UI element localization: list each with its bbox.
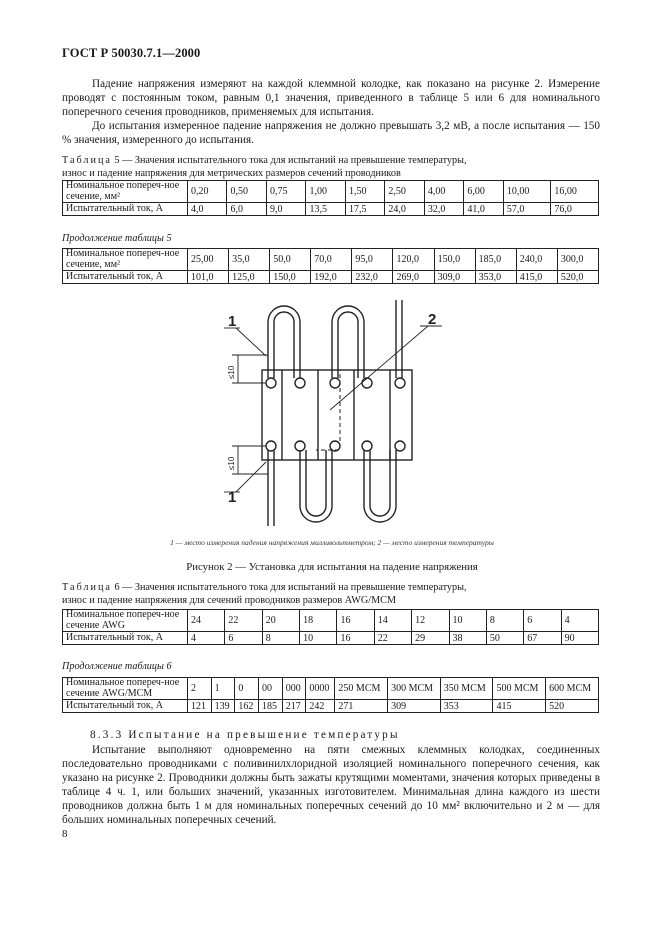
section-cell: 1 bbox=[211, 678, 235, 700]
table6-caption-line2: износ и падение напряжения для сечений проводников размеров AWG/MCM bbox=[62, 594, 397, 606]
current-cell: 38 bbox=[449, 632, 486, 645]
section-cell: 24 bbox=[188, 610, 225, 632]
section-cell: 6,00 bbox=[464, 181, 503, 203]
intro-paragraph: До испытания измеренное падение напряжения не должно превышать 3,2 мВ, а после испытания — 150 % значения, измеренного до испытания. bbox=[62, 120, 600, 146]
row-label: Номинальное попереч-ное сечение, мм² bbox=[63, 181, 188, 203]
current-cell: 13,5 bbox=[306, 203, 345, 216]
section-cell: 120,0 bbox=[393, 249, 434, 271]
current-cell: 32,0 bbox=[424, 203, 463, 216]
current-cell: 101,0 bbox=[188, 271, 229, 284]
current-cell: 185 bbox=[259, 700, 283, 713]
screw-terminal bbox=[395, 441, 405, 451]
current-cell: 4,0 bbox=[188, 203, 227, 216]
section-cell: 2 bbox=[188, 678, 212, 700]
figure-label-1: 1 bbox=[228, 313, 237, 330]
current-cell: 192,0 bbox=[311, 271, 352, 284]
table-row bbox=[63, 249, 599, 271]
dimension-label: ≤10 bbox=[227, 365, 236, 379]
current-cell: 415,0 bbox=[516, 271, 557, 284]
table5-part2 bbox=[62, 248, 599, 284]
section-paragraph: Испытание выполняют одновременно на пяти смежных клеммных колодках, соединенных последовательно проводниками с поливинилхлоридной изоляцией номинального поперечного сечения, как указано на рисунке 2. Проводники должны быть зажаты крутящими моментами, значения которых приведены в таблице 4 ч. 1, или больших значений, указанных изготовителем. Минимальная длина каждого из шести проводников должна быть 1 м для номинальных поперечных сечений до 10 мм² включительно и 2 м — для больших номинальных поперечных сечений. bbox=[62, 744, 600, 826]
row-label: Испытательный ток, А bbox=[63, 271, 188, 284]
section-cell: 0 bbox=[235, 678, 259, 700]
screw-terminal bbox=[362, 378, 372, 388]
section-cell: 0000 bbox=[306, 678, 335, 700]
current-cell: 16 bbox=[337, 632, 374, 645]
screw-terminal bbox=[295, 378, 305, 388]
current-cell: 121 bbox=[188, 700, 212, 713]
table5-part1 bbox=[62, 180, 599, 216]
section-cell: 0,50 bbox=[227, 181, 266, 203]
row-label: Испытательный ток, А bbox=[63, 700, 188, 713]
current-cell: 242 bbox=[306, 700, 335, 713]
table-row bbox=[63, 203, 599, 216]
section-cell: 00 bbox=[259, 678, 283, 700]
current-cell: 353 bbox=[440, 700, 493, 713]
table6-caption bbox=[62, 582, 602, 607]
conductor-loop bbox=[338, 312, 358, 378]
section-cell: 000 bbox=[282, 678, 306, 700]
current-cell: 6,0 bbox=[227, 203, 266, 216]
section-cell: 10,00 bbox=[503, 181, 551, 203]
section-cell: 1,50 bbox=[345, 181, 384, 203]
section-cell: 50,0 bbox=[270, 249, 311, 271]
table6-continuation: Продолжение таблицы 6 bbox=[62, 661, 172, 672]
figure2-drawing bbox=[220, 300, 460, 532]
row-label: Испытательный ток, А bbox=[63, 632, 188, 645]
section-cell: 35,0 bbox=[229, 249, 270, 271]
section-cell: 22 bbox=[225, 610, 262, 632]
section-cell: 0,20 bbox=[188, 181, 227, 203]
figure-label-2: 2 bbox=[428, 311, 437, 328]
section-cell: 8 bbox=[486, 610, 523, 632]
intro-paragraph: Падение напряжения измеряют на каждой клеммной колодке, как показано на рисунке 2. Измерение проводят с постоянным током, равным 0,1 значения, приведенного в таблице 5 или 6 для номинального поперечного сечения проводников, применяемых для испытания. bbox=[62, 78, 600, 118]
dimension-label: ≤10 bbox=[227, 456, 236, 470]
page-number: 8 bbox=[62, 828, 68, 840]
table-row bbox=[63, 700, 599, 713]
temperature-bracket bbox=[316, 370, 340, 450]
section-cell: 14 bbox=[374, 610, 411, 632]
section-cell: 16,00 bbox=[551, 181, 599, 203]
table6-part2 bbox=[62, 677, 599, 713]
current-cell: 76,0 bbox=[551, 203, 599, 216]
label-leader bbox=[236, 462, 266, 492]
section-cell: 95,0 bbox=[352, 249, 393, 271]
section-cell: 10 bbox=[449, 610, 486, 632]
section-text bbox=[62, 743, 600, 827]
current-cell: 50 bbox=[486, 632, 523, 645]
section-cell: 1,00 bbox=[306, 181, 345, 203]
current-cell: 4 bbox=[188, 632, 225, 645]
row-label: Номинальное попереч-ное сечение AWG bbox=[63, 610, 188, 632]
section-heading: 8.3.3 Испытание на превышение температуры bbox=[90, 729, 400, 741]
section-cell: 300,0 bbox=[557, 249, 598, 271]
table-row bbox=[63, 678, 599, 700]
row-label: Испытательный ток, А bbox=[63, 203, 188, 216]
table-row bbox=[63, 610, 599, 632]
section-cell: 70,0 bbox=[311, 249, 352, 271]
figure-label-1: 1 bbox=[228, 489, 237, 506]
current-cell: 271 bbox=[335, 700, 388, 713]
label-leader bbox=[330, 326, 428, 410]
current-cell: 9,0 bbox=[266, 203, 305, 216]
table5-continuation: Продолжение таблицы 5 bbox=[62, 233, 172, 244]
current-cell: 67 bbox=[524, 632, 561, 645]
figure2-note: 1 — место измерения падения напряжения милливольтметром; 2 — место измерения температуры bbox=[170, 538, 494, 547]
table-row bbox=[63, 632, 599, 645]
figure2-title: Рисунок 2 — Установка для испытания на падение напряжения bbox=[186, 561, 478, 573]
current-cell: 125,0 bbox=[229, 271, 270, 284]
current-cell: 6 bbox=[225, 632, 262, 645]
screw-terminal bbox=[266, 378, 276, 388]
section-cell: 18 bbox=[300, 610, 337, 632]
row-label: Номинальное попереч-ное сечение AWG/MCM bbox=[63, 678, 188, 700]
current-cell: 24,0 bbox=[385, 203, 424, 216]
current-cell: 139 bbox=[211, 700, 235, 713]
section-cell: 0,75 bbox=[266, 181, 305, 203]
screw-terminal bbox=[362, 441, 372, 451]
section-cell: 20 bbox=[262, 610, 299, 632]
section-cell: 240,0 bbox=[516, 249, 557, 271]
section-cell: 4,00 bbox=[424, 181, 463, 203]
current-cell: 17,5 bbox=[345, 203, 384, 216]
section-cell: 185,0 bbox=[475, 249, 516, 271]
section-cell: 250 MCM bbox=[335, 678, 388, 700]
conductor-loop bbox=[274, 312, 294, 378]
conductor-loop bbox=[268, 306, 300, 378]
table5-caption-line2: износ и падение напряжения для метрических размеров сечений проводников bbox=[62, 167, 401, 179]
conductor-loop bbox=[364, 450, 396, 522]
current-cell: 29 bbox=[412, 632, 449, 645]
current-cell: 90 bbox=[561, 632, 598, 645]
current-cell: 217 bbox=[282, 700, 306, 713]
table6-caption-word: Таблица bbox=[62, 582, 112, 593]
current-cell: 269,0 bbox=[393, 271, 434, 284]
section-cell: 16 bbox=[337, 610, 374, 632]
current-cell: 8 bbox=[262, 632, 299, 645]
section-cell: 500 MCM bbox=[493, 678, 546, 700]
table6-part1 bbox=[62, 609, 599, 645]
section-cell: 12 bbox=[412, 610, 449, 632]
table-row bbox=[63, 181, 599, 203]
section-cell: 350 MCM bbox=[440, 678, 493, 700]
conductor-loop bbox=[300, 450, 332, 522]
conductor-loop bbox=[332, 306, 364, 378]
section-cell: 4 bbox=[561, 610, 598, 632]
table6-caption-rest: 6 — Значения испытательного тока для испытаний на превышение температуры, bbox=[114, 582, 467, 593]
current-cell: 353,0 bbox=[475, 271, 516, 284]
current-cell: 150,0 bbox=[270, 271, 311, 284]
section-cell: 600 MCM bbox=[546, 678, 599, 700]
section-cell: 25,00 bbox=[188, 249, 229, 271]
current-cell: 309 bbox=[388, 700, 441, 713]
screw-terminal bbox=[330, 378, 340, 388]
current-cell: 10 bbox=[300, 632, 337, 645]
label-leader bbox=[236, 328, 266, 356]
current-cell: 41,0 bbox=[464, 203, 503, 216]
screw-terminal bbox=[266, 441, 276, 451]
document-header: ГОСТ Р 50030.7.1—2000 bbox=[62, 46, 201, 60]
current-cell: 162 bbox=[235, 700, 259, 713]
intro-text bbox=[62, 77, 600, 147]
table-row bbox=[63, 271, 599, 284]
table5-caption bbox=[62, 155, 602, 180]
screw-terminal bbox=[395, 378, 405, 388]
section-cell: 300 MCM bbox=[388, 678, 441, 700]
table5-caption-rest: 5 — Значения испытательного тока для испытаний на превышение температуры, bbox=[114, 155, 467, 166]
section-cell: 150,0 bbox=[434, 249, 475, 271]
current-cell: 22 bbox=[374, 632, 411, 645]
current-cell: 415 bbox=[493, 700, 546, 713]
current-cell: 520,0 bbox=[557, 271, 598, 284]
row-label: Номинальное попереч-ное сечение, мм² bbox=[63, 249, 188, 271]
current-cell: 520 bbox=[546, 700, 599, 713]
table5-caption-word: Таблица bbox=[62, 155, 112, 166]
current-cell: 309,0 bbox=[434, 271, 475, 284]
section-cell: 6 bbox=[524, 610, 561, 632]
current-cell: 57,0 bbox=[503, 203, 551, 216]
section-cell: 2,50 bbox=[385, 181, 424, 203]
screw-terminal bbox=[295, 441, 305, 451]
current-cell: 232,0 bbox=[352, 271, 393, 284]
